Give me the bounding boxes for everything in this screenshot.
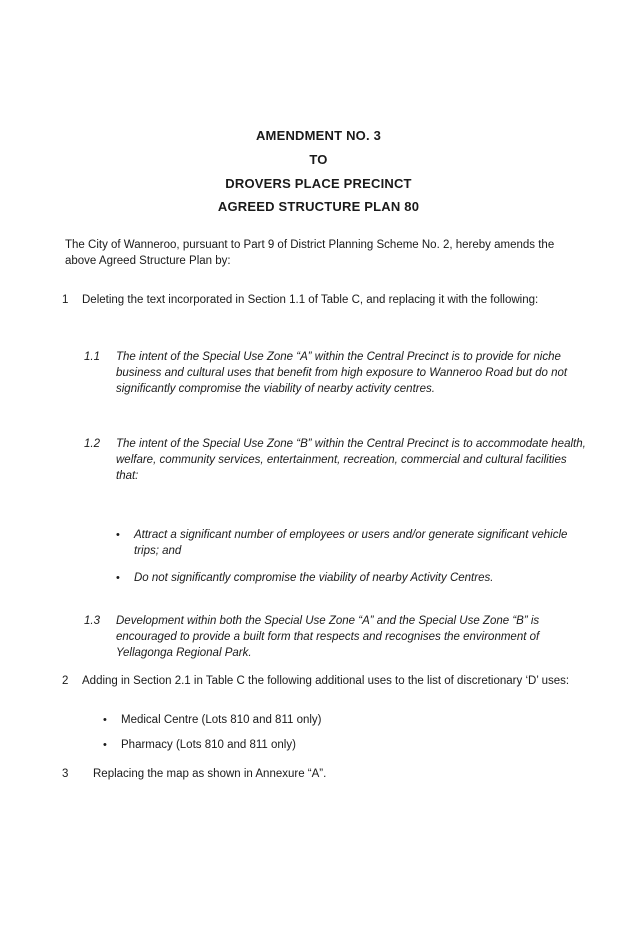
subitem-1-3-number: 1.3 bbox=[84, 615, 100, 627]
item-3-text: Replacing the map as shown in Annexure “A”. bbox=[93, 768, 327, 780]
subitem-1-2-number: 1.2 bbox=[84, 438, 100, 450]
subitem-1-3-text: Development within both the Special Use Zone “A” and the Special Use Zone “B” is encouraged to provide a built form that respects and recognises the environment of Yellagonga Regional Park. bbox=[116, 615, 540, 659]
item-1-text: Deleting the text incorporated in Section 1.1 of Table C, and replacing it with the following: bbox=[82, 294, 539, 306]
subitem-1-1-text: The intent of the Special Use Zone “A” within the Central Precinct is to provide for niche business and cultural uses that benefit from high exposure to Wanneroo Road but do not significantly compromise the viability of nearby activity centres. bbox=[116, 351, 568, 395]
title-to: TO bbox=[309, 152, 328, 167]
subitem-1-2-text: The intent of the Special Use Zone “B” within the Central Precinct is to accommodate health, welfare, community services, entertainment, recreation, commercial and cultural facilities that: bbox=[116, 438, 586, 482]
item-2-number: 2 bbox=[62, 675, 69, 687]
title-structure-plan: AGREED STRUCTURE PLAN 80 bbox=[217, 199, 420, 214]
bullet-icon: • bbox=[103, 714, 107, 726]
intro-paragraph: The City of Wanneroo, pursuant to Part 9 of District Planning Scheme No. 2, hereby amends the above Agreed Structure Plan by: bbox=[65, 239, 555, 267]
title-amendment: AMENDMENT NO. 3 bbox=[255, 128, 382, 143]
item-2-bullet-2: Pharmacy (Lots 810 and 811 only) bbox=[121, 739, 296, 751]
subitem-1-2-bullet-1: Attract a significant number of employees or users and/or generate significant vehicle trips; and bbox=[134, 529, 568, 557]
item-1-number: 1 bbox=[62, 294, 69, 306]
bullet-icon: • bbox=[103, 739, 107, 751]
bullet-icon: • bbox=[116, 529, 120, 541]
bullet-icon: • bbox=[116, 572, 120, 584]
item-2-bullet-1: Medical Centre (Lots 810 and 811 only) bbox=[121, 714, 322, 726]
item-3-number: 3 bbox=[62, 768, 69, 780]
title-precinct: DROVERS PLACE PRECINCT bbox=[225, 176, 412, 191]
subitem-1-1-number: 1.1 bbox=[84, 351, 100, 363]
item-2-text: Adding in Section 2.1 in Table C the following additional uses to the list of discretionary ‘D’ uses: bbox=[82, 675, 570, 687]
subitem-1-2-bullet-2: Do not significantly compromise the viability of nearby Activity Centres. bbox=[134, 572, 494, 584]
